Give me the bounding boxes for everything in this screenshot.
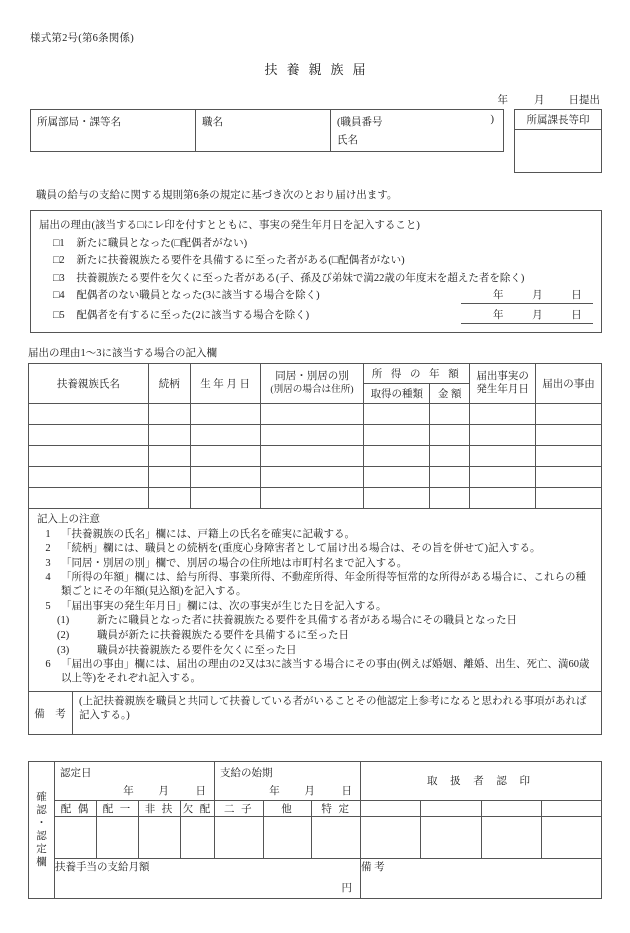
table-row [31, 110, 504, 152]
vlabel-char: 認 [36, 804, 47, 816]
reason-date-field[interactable] [461, 307, 593, 324]
cell-income-amount[interactable] [430, 403, 470, 424]
cell-residence[interactable] [260, 466, 364, 487]
col-header-reason: 届出の事由 [536, 363, 602, 403]
cell-birthdate[interactable] [190, 487, 260, 508]
table-row [29, 692, 602, 734]
reason-text: 扶養親族たる要件を欠くに至った者がある(子、孫及び弟妹で満22歳の年度末を超えた者を除く) [76, 272, 525, 284]
cell-income-type[interactable] [364, 403, 430, 424]
position-label: 職名 [202, 117, 223, 128]
reason-month-label: 月 [532, 290, 543, 301]
note-text: 「所得の年額」欄には、給与所得、事業所得、不動産所得、年金所得等恒常的な所得がある場合に、これらの種類ごとにその年額(見込額)を記入する。 [61, 572, 586, 598]
note-text: 「扶養親族の氏名」欄には、戸籍上の氏名を確実に記載する。 [61, 528, 355, 540]
cell-relation[interactable] [148, 424, 190, 445]
note-number: 6 [45, 659, 51, 671]
cell-residence[interactable] [260, 445, 364, 466]
remarks-value[interactable]: (上記扶養親族を職員と共同して扶養している者がいることその他認定上参考になると思われる事項があれば記入する。) [73, 692, 602, 734]
allowance-unit: 円 [341, 882, 352, 894]
note-item [35, 557, 595, 571]
pay-year-label: 年 [269, 785, 280, 797]
cell-income-amount[interactable] [430, 466, 470, 487]
name-label: 氏名 [337, 135, 358, 146]
cell-name[interactable] [29, 487, 149, 508]
category-label-special: 特 定 [312, 800, 361, 816]
checkbox-icon[interactable]: □ [53, 309, 60, 321]
note-text: 「同居・別居の別」欄で、別居の場合の住所地は市町村名まで記入する。 [61, 557, 408, 569]
cert-day-label: 日 [195, 785, 206, 797]
employee-info-table [30, 109, 504, 152]
section-chief-stamp-box [514, 109, 602, 173]
note-subitem [35, 629, 595, 643]
note-item [35, 600, 595, 614]
category-value-spouse-one[interactable] [97, 816, 139, 858]
department-cell[interactable] [31, 110, 196, 152]
cell-event-date[interactable] [470, 424, 536, 445]
reason-item-3[interactable] [39, 270, 593, 285]
dependents-table-wrap [28, 363, 602, 509]
section-chief-stamp-label: 所属課長等印 [514, 109, 602, 129]
reasons-box [30, 210, 602, 333]
cell-event-date[interactable] [470, 403, 536, 424]
col-header-residence [260, 363, 364, 403]
certification-date-label: 認定日 [60, 767, 92, 779]
pay-day-label: 日 [341, 785, 352, 797]
dependents-table [28, 363, 602, 509]
cell-birthdate[interactable] [190, 403, 260, 424]
handler-stamp-area[interactable] [421, 816, 481, 858]
category-value-other[interactable] [263, 816, 312, 858]
category-label-second-child: 二 子 [215, 800, 264, 816]
reason-number: 2 [59, 255, 65, 266]
approval-block [28, 761, 602, 899]
category-value-special[interactable] [312, 816, 361, 858]
cell-name[interactable] [29, 403, 149, 424]
table-row [29, 858, 602, 898]
certification-date-cell[interactable] [55, 761, 215, 800]
reason-item-1[interactable] [39, 235, 593, 250]
cell-reason[interactable] [536, 424, 602, 445]
note-item [35, 658, 595, 686]
handler-stamp-cell[interactable] [361, 800, 421, 816]
col-header-birthdate: 生 年 月 日 [190, 363, 260, 403]
table-row [29, 466, 602, 487]
approval-remarks-cell[interactable] [361, 858, 602, 898]
certification-date-field[interactable] [55, 782, 214, 800]
pay-month-label: 月 [304, 785, 315, 797]
cell-relation[interactable] [148, 466, 190, 487]
cell-relation[interactable] [148, 403, 190, 424]
allowance-label: 扶養手当の支給月額 [55, 861, 150, 873]
notes-box [28, 509, 602, 693]
reason-day-label: 日 [571, 290, 582, 301]
vlabel-char: 認 [36, 830, 47, 842]
cell-reason[interactable] [536, 487, 602, 508]
employee-header-zone [30, 109, 602, 173]
cell-reason[interactable] [536, 466, 602, 487]
submit-year-label: 年 [497, 95, 508, 106]
employee-number-label: (職員番号 [337, 117, 383, 128]
table-row [29, 445, 602, 466]
cell-residence[interactable] [260, 403, 364, 424]
reason-day-label: 日 [571, 309, 582, 321]
cell-income-type[interactable] [364, 487, 430, 508]
note-text: 職員が扶養親族たる要件を欠くに至った日 [97, 644, 297, 656]
submit-day-label: 日提出 [568, 95, 600, 106]
category-value-spouse[interactable] [55, 816, 97, 858]
category-value-missing-spouse[interactable] [181, 816, 215, 858]
table-row [29, 424, 602, 445]
cell-name[interactable] [29, 445, 149, 466]
handler-stamp-cell[interactable] [541, 800, 601, 816]
cert-month-label: 月 [158, 785, 169, 797]
residence-line-2: (別居の場合は住所) [270, 383, 354, 395]
vlabel-char: ・ [36, 817, 47, 829]
reason-text: 配偶者のない職員となった(3に該当する場合を除く) [76, 290, 320, 301]
cell-income-amount[interactable] [430, 445, 470, 466]
remarks-strip [28, 692, 602, 735]
category-label-missing-spouse: 欠 配 [181, 800, 215, 816]
cell-reason[interactable] [536, 403, 602, 424]
allowance-cell[interactable] [55, 858, 361, 898]
section-chief-stamp-area[interactable] [514, 129, 602, 173]
submit-month-label: 月 [534, 95, 545, 106]
col-header-name: 扶養親族氏名 [29, 363, 149, 403]
handler-stamp-cell[interactable] [481, 800, 541, 816]
reason-year-label: 年 [493, 309, 504, 321]
residence-line-1: 同居・別居の別 [275, 371, 349, 383]
submission-date-line [0, 92, 600, 107]
handler-stamp-area[interactable] [361, 816, 421, 858]
employee-number-name-cell[interactable] [331, 110, 504, 152]
checkbox-icon[interactable]: □ [53, 272, 60, 284]
reason-item-4[interactable] [39, 287, 593, 304]
handler-stamp-label: 取 扱 者 認 印 [361, 761, 602, 800]
remarks-label: 備 考 [29, 692, 73, 734]
payment-start-date-field[interactable] [215, 782, 360, 800]
cell-relation[interactable] [148, 445, 190, 466]
note-number: (1) [57, 615, 70, 627]
intro-sentence: 職員の給与の支給に関する規則第6条の規定に基づき次のとおり届け出ます。 [36, 190, 398, 201]
cell-income-type[interactable] [364, 466, 430, 487]
checkbox-icon[interactable]: □ [53, 290, 60, 301]
note-text: 「届出事実の発生年月日」欄には、次の事実が生じた日を記入する。 [61, 600, 387, 612]
cell-name[interactable] [29, 424, 149, 445]
cell-residence[interactable] [260, 487, 364, 508]
note-number: 5 [45, 600, 51, 612]
cell-reason[interactable] [536, 445, 602, 466]
table-row [29, 487, 602, 508]
approval-table [28, 761, 602, 899]
cell-event-date[interactable] [470, 487, 536, 508]
cell-income-amount[interactable] [430, 424, 470, 445]
cert-year-label: 年 [123, 785, 134, 797]
cell-birthdate[interactable] [190, 445, 260, 466]
category-label-non-dependent: 非 扶 [139, 800, 181, 816]
employee-number-line [337, 114, 498, 129]
reason-text: 新たに職員となった(□配偶者がない) [76, 237, 248, 249]
note-number: 1 [45, 528, 51, 540]
reason-month-label: 月 [532, 309, 543, 321]
cell-income-type[interactable] [364, 445, 430, 466]
cell-relation[interactable] [148, 487, 190, 508]
page-title: 扶養親族届 [264, 62, 375, 77]
employee-number-close-paren: ) [490, 114, 494, 125]
col-header-income-group: 所 得 の 年 額 [364, 363, 470, 383]
note-text: 新たに職員となった者に扶養親族たる要件を具備する者がある場合にその職員となった日 [97, 615, 517, 627]
event-date-line-1: 届出事実の [476, 370, 529, 382]
department-label: 所属部局・課等名 [37, 117, 121, 128]
col-header-income-type: 取得の種類 [364, 383, 430, 403]
handler-stamp-area[interactable] [481, 816, 541, 858]
table-row [29, 761, 602, 800]
vlabel-char: 定 [36, 843, 47, 855]
cell-income-amount[interactable] [430, 487, 470, 508]
vlabel-char: 欄 [36, 856, 47, 868]
note-text: 職員が新たに扶養親族たる要件を具備するに至った日 [97, 630, 349, 641]
payment-start-label: 支給の始期 [220, 767, 273, 779]
note-subitem [35, 644, 595, 658]
category-label-other: 他 [263, 800, 312, 816]
reason-year-label: 年 [493, 290, 504, 301]
reason-item-2[interactable] [39, 252, 593, 267]
reason-text: 新たに扶養親族たる要件を具備するに至った者がある(□配偶者がない) [76, 255, 405, 266]
note-number: 2 [45, 543, 51, 555]
reason-date-field[interactable] [461, 287, 593, 304]
cell-income-type[interactable] [364, 424, 430, 445]
category-value-non-dependent[interactable] [139, 816, 181, 858]
note-number: (3) [57, 644, 70, 656]
approval-vertical-label [29, 761, 55, 898]
reasons-lead: 届出の理由(該当する□にレ印を付すとともに、事実の発生年月日を記入すること) [39, 220, 420, 231]
event-date-line-2: 発生年月日 [476, 384, 529, 395]
reason-number: 3 [59, 272, 65, 284]
col-header-relation: 続柄 [148, 363, 190, 403]
reason-item-5[interactable] [39, 307, 593, 324]
handler-stamp-cell[interactable] [421, 800, 481, 816]
note-number: 4 [45, 572, 51, 584]
category-value-second-child[interactable] [215, 816, 264, 858]
cell-birthdate[interactable] [190, 424, 260, 445]
note-number: (2) [57, 630, 70, 641]
payment-start-cell[interactable] [215, 761, 361, 800]
reason-number: 4 [59, 290, 65, 301]
note-item [35, 528, 595, 542]
dependents-table-caption: 届出の理由1～3に該当する場合の記入欄 [28, 347, 217, 359]
note-item [35, 571, 595, 599]
reason-number: 5 [59, 309, 65, 321]
cell-residence[interactable] [260, 424, 364, 445]
employee-info-table-wrap [30, 109, 504, 152]
note-subitem [35, 614, 595, 628]
approval-remarks-label: 備 考 [361, 861, 385, 873]
col-header-event-date [470, 363, 536, 403]
category-label-spouse: 配 偶 [55, 800, 97, 816]
reason-number: 1 [59, 237, 65, 249]
note-number: 3 [45, 557, 51, 569]
form-number: 様式第2号(第6条関係) [30, 33, 134, 44]
handler-stamp-area[interactable] [541, 816, 601, 858]
cell-name[interactable] [29, 466, 149, 487]
notes-heading: 記入上の注意 [37, 513, 100, 525]
table-row [29, 816, 602, 858]
table-row [29, 800, 602, 816]
note-text: 「届出の事由」欄には、届出の理由の2又は3に該当する場合にその事由(例えば婚姻、離婚、出生、死亡、満60歳以上等)をそれぞれ記入する。 [61, 659, 590, 685]
cell-event-date[interactable] [470, 445, 536, 466]
reason-text: 配偶者を有するに至った(2に該当する場合を除く) [76, 309, 310, 321]
position-cell[interactable] [196, 110, 331, 152]
cell-event-date[interactable] [470, 466, 536, 487]
form-page [0, 30, 630, 933]
col-header-income-amount: 金 額 [430, 383, 470, 403]
remarks-table [28, 692, 602, 735]
category-label-spouse-one: 配 一 [97, 800, 139, 816]
note-item [35, 542, 595, 556]
note-text: 「続柄」欄には、職員との続柄を(重度心身障害者として届け出る場合は、その旨を併せて)記入する。 [61, 543, 541, 555]
cell-birthdate[interactable] [190, 466, 260, 487]
checkbox-icon[interactable]: □ [53, 255, 60, 266]
checkbox-icon[interactable]: □ [53, 237, 60, 249]
table-header-row [29, 363, 602, 383]
vlabel-char: 確 [36, 791, 47, 803]
table-row [29, 403, 602, 424]
